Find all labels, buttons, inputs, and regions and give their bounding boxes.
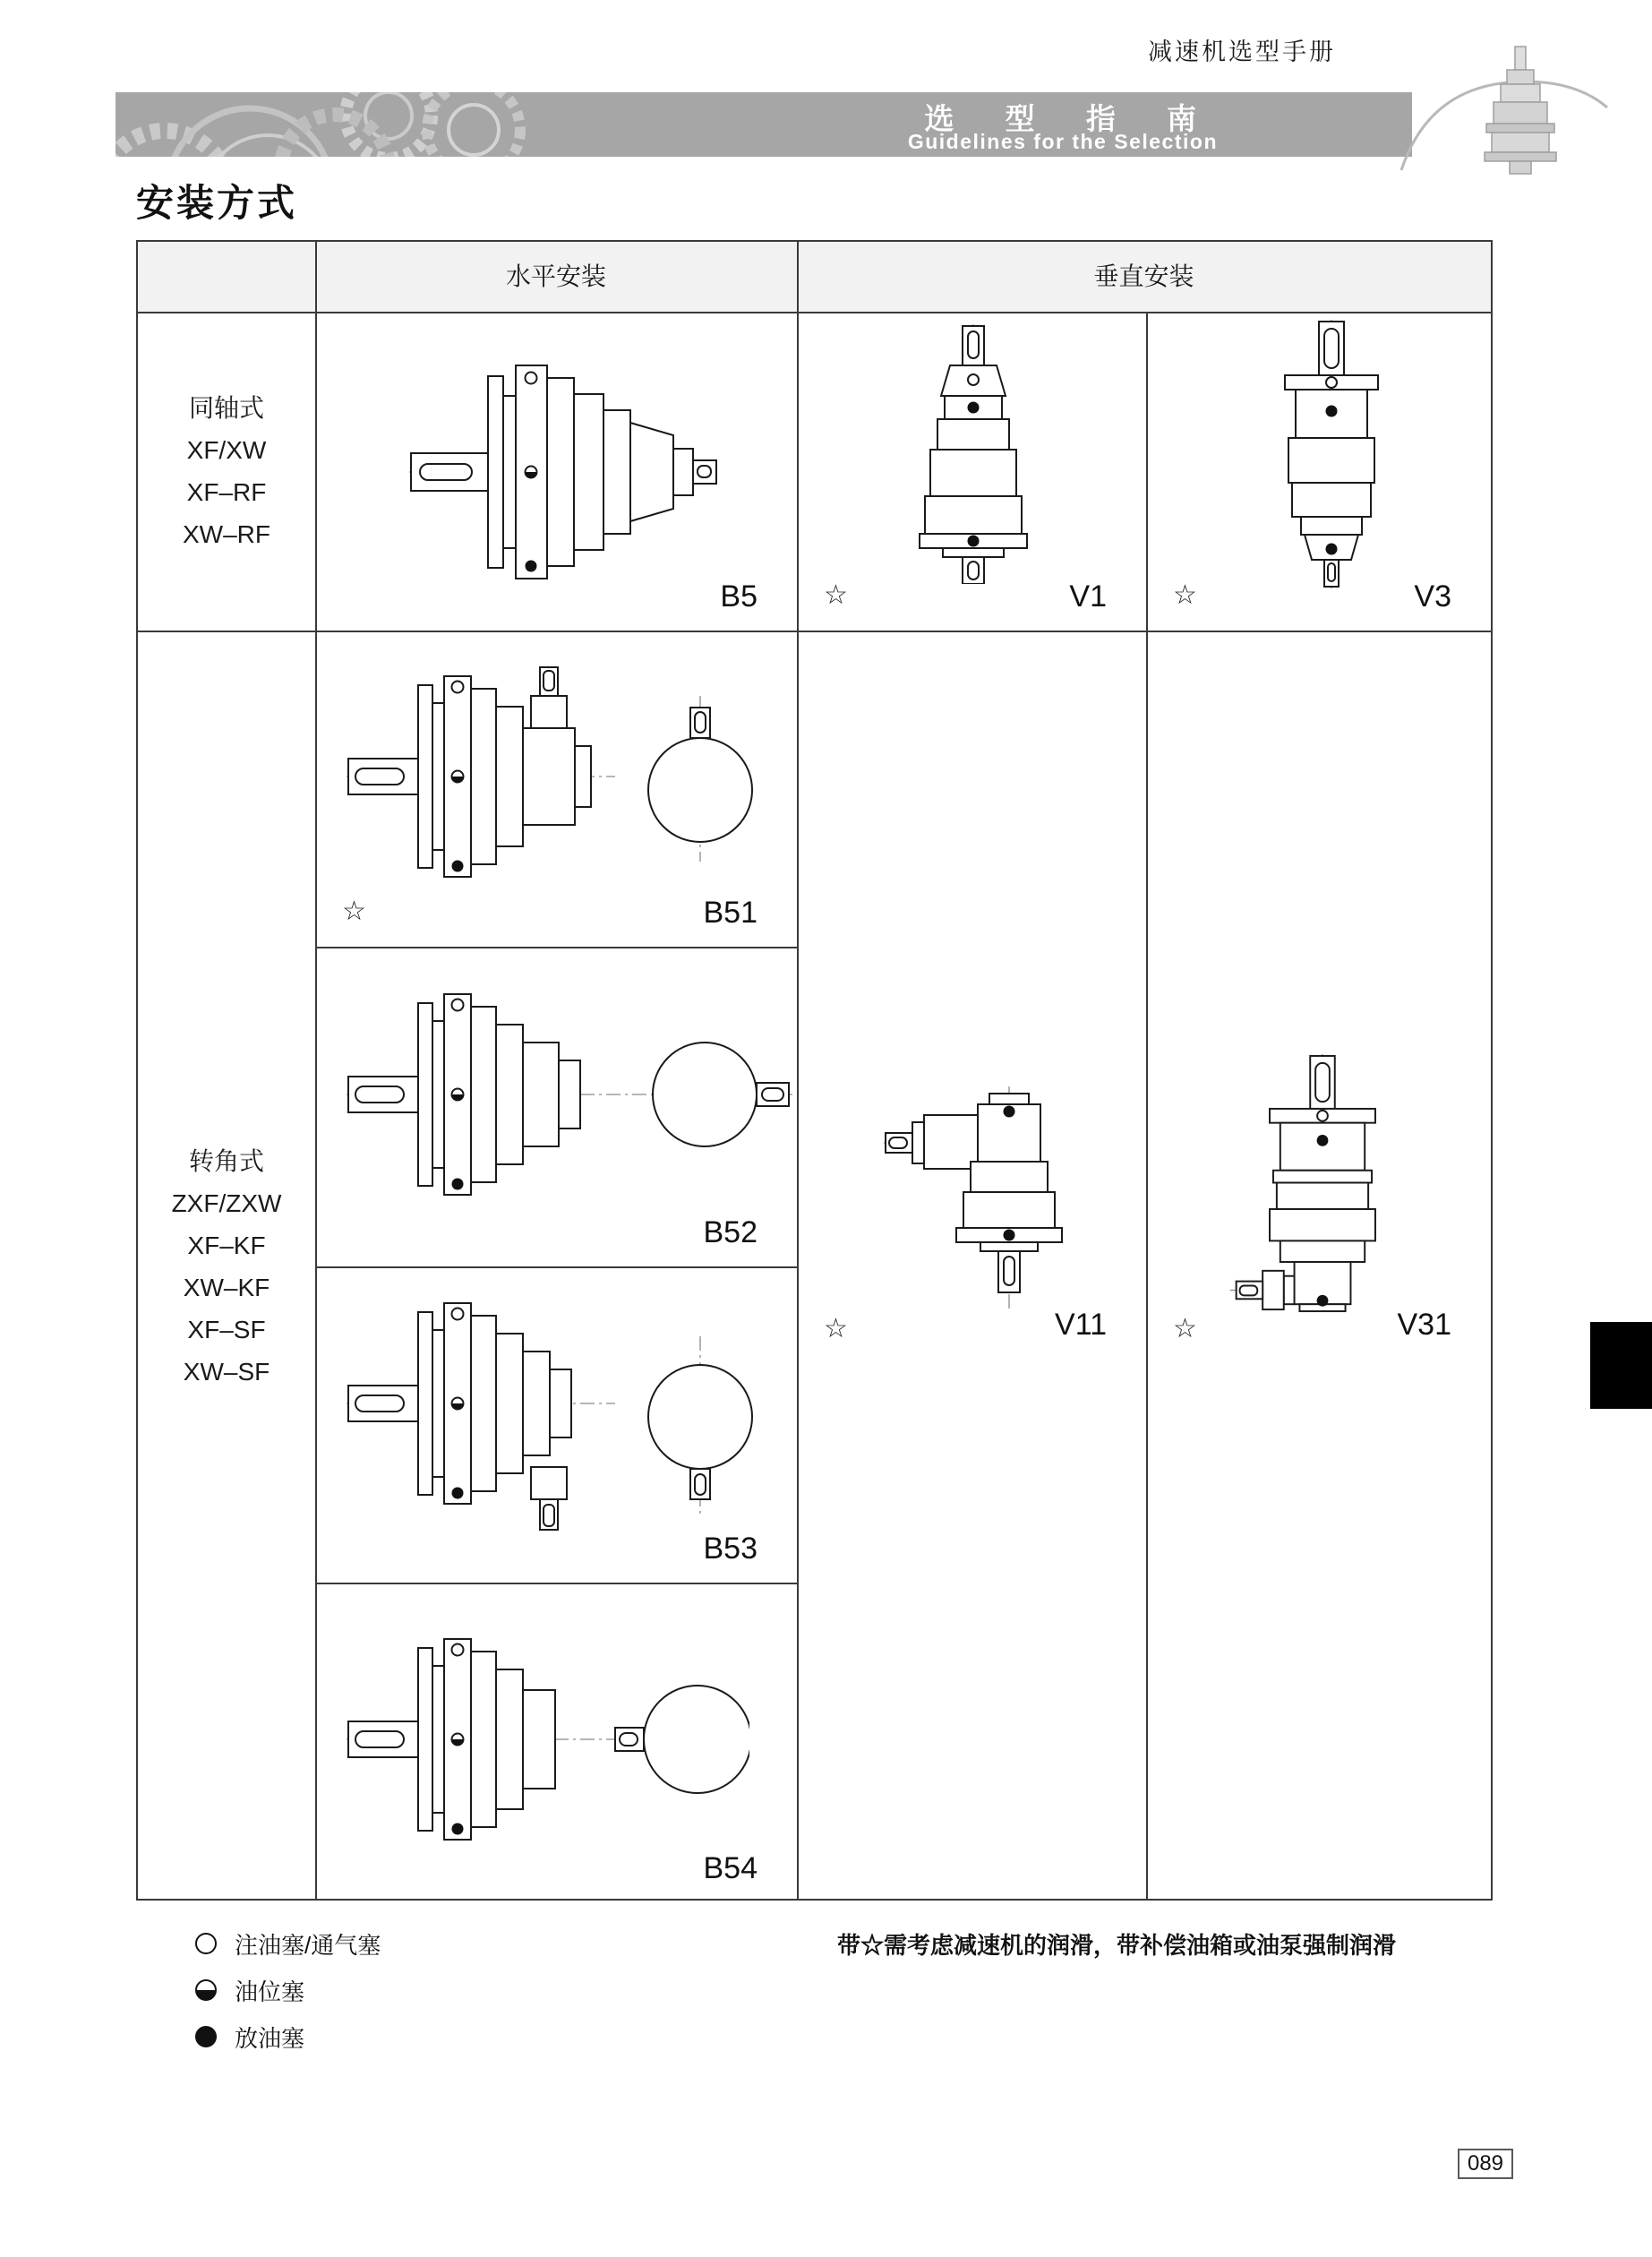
b52-diagram bbox=[347, 978, 794, 1211]
mounting-table bbox=[136, 240, 1493, 1901]
cell-v31 bbox=[1146, 631, 1491, 1902]
cell-v11 bbox=[797, 631, 1146, 1902]
chapter-edge-tab bbox=[1590, 1322, 1652, 1409]
v1-diagram bbox=[893, 324, 1054, 584]
mount-code: B54 bbox=[703, 1851, 758, 1885]
type-label: XF–SF bbox=[187, 1316, 266, 1343]
mount-code: V11 bbox=[1055, 1308, 1107, 1342]
oil-level-plug-icon bbox=[195, 1979, 217, 2001]
type-label: ZXF/ZXW bbox=[171, 1189, 282, 1217]
cell-v1 bbox=[797, 312, 1146, 631]
mount-code: B51 bbox=[703, 896, 758, 930]
lubrication-star: ☆ bbox=[1173, 580, 1197, 610]
type-label: XW–RF bbox=[183, 520, 270, 548]
type-label: XW–SF bbox=[183, 1358, 270, 1386]
oil-fill-plug-icon bbox=[195, 1933, 217, 1954]
page-title: 安装方式 bbox=[136, 182, 298, 224]
legend-label: 放油塞 bbox=[235, 2024, 305, 2052]
legend-label: 油位塞 bbox=[235, 1978, 305, 2005]
cell-b54 bbox=[315, 1583, 797, 1902]
mount-code: B53 bbox=[703, 1532, 758, 1566]
type-label: XF–RF bbox=[186, 478, 267, 506]
mount-code: B52 bbox=[703, 1215, 758, 1249]
reducer-photo-icon bbox=[1379, 36, 1652, 184]
legend-label: 注油塞/通气塞 bbox=[235, 1931, 381, 1959]
cell-b51 bbox=[315, 631, 797, 947]
v3-diagram bbox=[1251, 320, 1412, 588]
b53-diagram bbox=[347, 1300, 767, 1560]
row1-type-labels bbox=[138, 312, 315, 631]
mount-code: V1 bbox=[1069, 579, 1107, 614]
column-header-vertical: 垂直安装 bbox=[1093, 262, 1194, 290]
legend-item-level-plug bbox=[195, 1974, 304, 2006]
cell-b52 bbox=[315, 947, 797, 1266]
type-label: XF/XW bbox=[186, 436, 267, 464]
cell-b5 bbox=[315, 312, 797, 631]
gear-decoration-icon bbox=[116, 92, 671, 157]
v31-diagram bbox=[1228, 1054, 1417, 1314]
handbook-label-pill bbox=[1125, 29, 1420, 75]
banner-title-en: Guidelines for the Selection bbox=[907, 130, 1218, 153]
lubrication-star: ☆ bbox=[1173, 1314, 1197, 1343]
oil-drain-plug-icon bbox=[195, 2026, 217, 2047]
lubrication-note: 带☆需考虑减速机的润滑，带补偿油箱或油泵强制润滑 bbox=[837, 1932, 1397, 1959]
mount-code: B5 bbox=[720, 579, 758, 614]
b54-diagram bbox=[347, 1623, 749, 1856]
banner-title-cn: 选 型 指 南 bbox=[924, 102, 1218, 135]
handbook-label: 减速机选型手册 bbox=[1148, 39, 1336, 65]
lubrication-star: ☆ bbox=[824, 580, 848, 610]
b5-diagram bbox=[409, 360, 723, 584]
type-label: XW–KF bbox=[183, 1274, 270, 1301]
legend-item-fill-plug bbox=[195, 1927, 381, 1960]
mount-code: V3 bbox=[1414, 579, 1451, 614]
cell-v3 bbox=[1146, 312, 1491, 631]
page-number: 089 bbox=[1458, 2149, 1513, 2179]
legend-item-drain-plug bbox=[195, 2021, 304, 2053]
lubrication-star: ☆ bbox=[824, 1314, 848, 1343]
type-label: 转角式 bbox=[188, 1147, 264, 1175]
header-banner bbox=[116, 92, 1412, 157]
lubrication-star: ☆ bbox=[342, 897, 366, 926]
row2-type-labels bbox=[138, 631, 315, 1902]
b51-diagram bbox=[347, 660, 767, 893]
mount-code: V31 bbox=[1397, 1308, 1451, 1342]
type-label: 同轴式 bbox=[188, 394, 264, 422]
type-label: XF–KF bbox=[187, 1231, 266, 1259]
v11-diagram bbox=[884, 1063, 1090, 1314]
cell-b53 bbox=[315, 1266, 797, 1583]
column-header-horizontal: 水平安装 bbox=[505, 262, 606, 290]
